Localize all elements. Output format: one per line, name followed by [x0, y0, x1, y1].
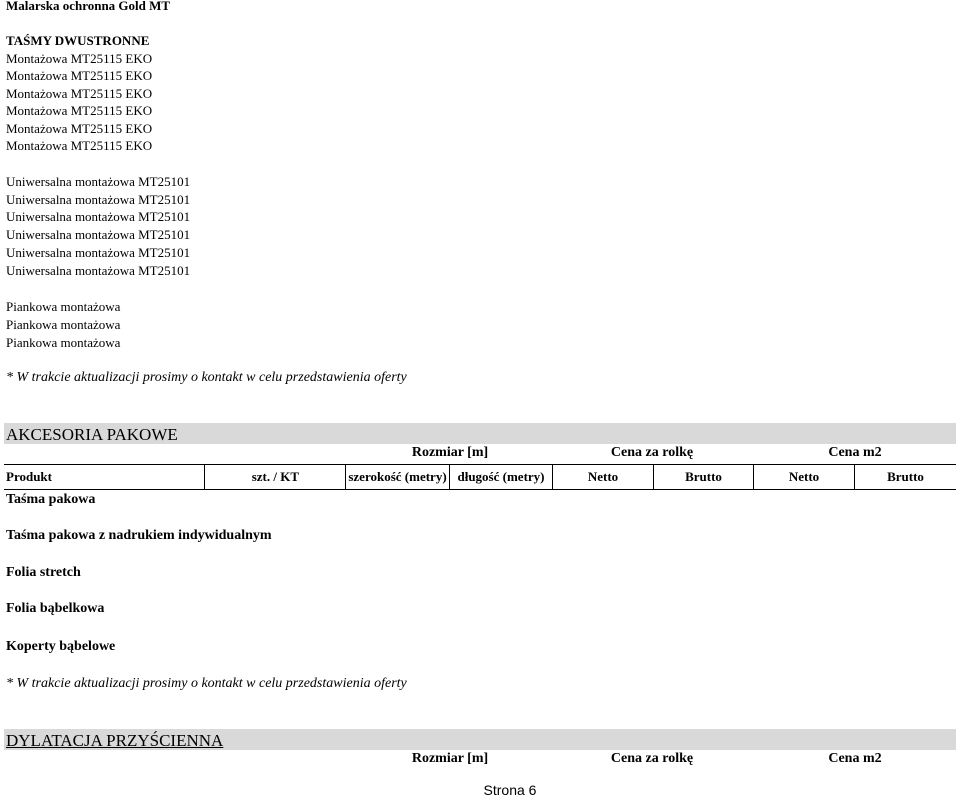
- group-header-cena-m2: Cena m2: [828, 445, 882, 460]
- table-row: Folia bąbelkowa: [6, 601, 105, 616]
- column-header-szerokosc: szerokość (metry): [348, 469, 447, 484]
- update-note: * W trakcie aktualizacji prosimy o kontakt w celu przedstawienia oferty: [6, 676, 407, 691]
- table-row: Taśma pakowa z nadrukiem indywidualnym: [6, 528, 272, 543]
- section-title-dylatacja: DYLATACJA PRZYŚCIENNA: [6, 731, 224, 750]
- table-row: Koperty bąbelowe: [6, 639, 116, 654]
- section-title-akcesoria: AKCESORIA PAKOWE: [6, 425, 178, 444]
- group-header-cena-rolke: Cena za rolkę: [610, 751, 694, 766]
- section-heading-tasmy-dwustronne: TAŚMY DWUSTRONNE: [6, 33, 150, 48]
- group-header-rozmiar: Rozmiar [m]: [411, 445, 489, 460]
- list-item: Piankowa montażowa: [6, 299, 121, 314]
- column-header-szt-kt: szt. / KT: [251, 469, 299, 484]
- column-header-netto-m2: Netto: [788, 469, 820, 484]
- list-item: Uniwersalna montażowa MT25101: [6, 245, 191, 260]
- table-header-row: [4, 464, 956, 490]
- product-line-malarska: Malarska ochronna Gold MT: [6, 0, 171, 13]
- list-item: Uniwersalna montażowa MT25101: [6, 227, 191, 242]
- column-header-brutto-m2: Brutto: [887, 469, 924, 484]
- column-header-brutto-rolka: Brutto: [685, 469, 722, 484]
- list-item: Piankowa montażowa: [6, 335, 121, 350]
- list-item: Montażowa MT25115 EKO: [6, 68, 153, 83]
- group-header-cena-rolke: Cena za rolkę: [610, 445, 694, 460]
- list-item: Uniwersalna montażowa MT25101: [6, 209, 191, 224]
- column-header-dlugosc: długość (metry): [457, 469, 545, 484]
- list-item: Montażowa MT25115 EKO: [6, 86, 153, 101]
- list-item: Uniwersalna montażowa MT25101: [6, 192, 191, 207]
- group-header-rozmiar: Rozmiar [m]: [411, 751, 489, 766]
- column-header-produkt: Produkt: [6, 469, 52, 484]
- list-item: Montażowa MT25115 EKO: [6, 121, 153, 136]
- list-item: Uniwersalna montażowa MT25101: [6, 263, 191, 278]
- list-item: Piankowa montażowa: [6, 317, 121, 332]
- list-item: Montażowa MT25115 EKO: [6, 51, 153, 66]
- group-header-cena-m2: Cena m2: [828, 751, 882, 766]
- page-number: Strona 6: [483, 782, 537, 798]
- list-item: Montażowa MT25115 EKO: [6, 103, 153, 118]
- list-item: Montażowa MT25115 EKO: [6, 138, 153, 153]
- table-row: Taśma pakowa: [6, 492, 96, 507]
- update-note: * W trakcie aktualizacji prosimy o kontakt w celu przedstawienia oferty: [6, 370, 407, 385]
- column-header-netto-rolka: Netto: [587, 469, 619, 484]
- list-item: Uniwersalna montażowa MT25101: [6, 174, 191, 189]
- table-row: Folia stretch: [6, 565, 81, 580]
